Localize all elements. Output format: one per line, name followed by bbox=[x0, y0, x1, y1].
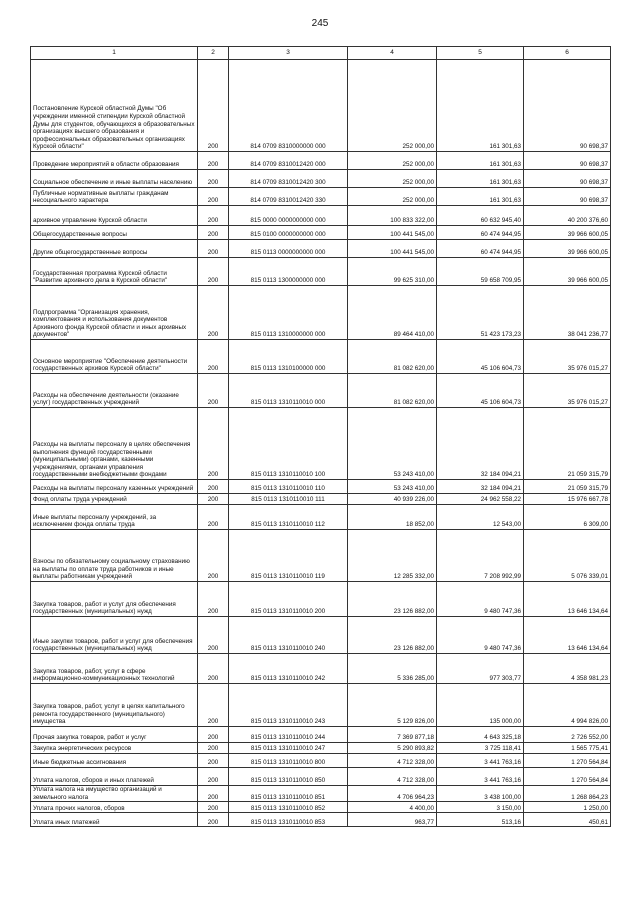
row-line-code: 200 bbox=[198, 408, 229, 480]
column-header-4: 4 bbox=[348, 47, 437, 60]
row-budget-code: 815 0113 1310110010 112 bbox=[229, 505, 348, 530]
row-name: Расходы на выплаты персоналу казенных учреждений bbox=[31, 480, 198, 494]
row-budget-code: 815 0113 1310110010 111 bbox=[229, 494, 348, 505]
row-line-code: 200 bbox=[198, 802, 229, 813]
row-budget-code: 815 0113 1300000000 000 bbox=[229, 258, 348, 286]
row-amount-col4: 23 126 882,00 bbox=[348, 582, 437, 617]
table-row bbox=[31, 684, 611, 727]
row-amount-col5: 9 480 747,36 bbox=[437, 617, 524, 654]
table-row bbox=[31, 226, 611, 240]
row-amount-col4: 252 000,00 bbox=[348, 60, 437, 152]
row-line-code: 200 bbox=[198, 170, 229, 188]
row-line-code: 200 bbox=[198, 60, 229, 152]
row-line-code: 200 bbox=[198, 226, 229, 240]
table-row bbox=[31, 152, 611, 170]
column-header-6: 6 bbox=[524, 47, 611, 60]
row-amount-col6: 21 059 315,79 bbox=[524, 408, 611, 480]
table-row bbox=[31, 60, 611, 152]
row-budget-code: 815 0113 1310110010 240 bbox=[229, 617, 348, 654]
row-amount-col4: 40 939 226,00 bbox=[348, 494, 437, 505]
row-amount-col5: 161 301,63 bbox=[437, 152, 524, 170]
table-row bbox=[31, 505, 611, 530]
row-amount-col6: 2 726 552,00 bbox=[524, 727, 611, 743]
row-budget-code: 815 0113 1310110010 100 bbox=[229, 408, 348, 480]
row-line-code: 200 bbox=[198, 494, 229, 505]
row-amount-col4: 4 712 328,00 bbox=[348, 768, 437, 786]
row-budget-code: 815 0113 1310110010 850 bbox=[229, 768, 348, 786]
row-line-code: 200 bbox=[198, 768, 229, 786]
row-line-code: 200 bbox=[198, 617, 229, 654]
table-row bbox=[31, 654, 611, 684]
row-amount-col6: 15 976 667,78 bbox=[524, 494, 611, 505]
row-amount-col5: 24 962 558,22 bbox=[437, 494, 524, 505]
row-line-code: 200 bbox=[198, 582, 229, 617]
row-budget-code: 814 0709 8310000000 000 bbox=[229, 60, 348, 152]
row-amount-col5: 3 441 763,16 bbox=[437, 754, 524, 768]
row-amount-col5: 51 423 173,23 bbox=[437, 286, 524, 340]
row-line-code: 200 bbox=[198, 654, 229, 684]
row-amount-col4: 12 285 332,00 bbox=[348, 530, 437, 582]
row-amount-col5: 3 725 118,41 bbox=[437, 743, 524, 754]
row-budget-code: 815 0113 1310110010 244 bbox=[229, 727, 348, 743]
row-amount-col5: 59 658 709,95 bbox=[437, 258, 524, 286]
column-header-2: 2 bbox=[198, 47, 229, 60]
row-budget-code: 815 0113 1310110010 853 bbox=[229, 813, 348, 827]
row-budget-code: 815 0113 1310110010 852 bbox=[229, 802, 348, 813]
row-amount-col4: 5 336 285,00 bbox=[348, 654, 437, 684]
row-name: Закупка товаров, работ, услуг в сфере информационно-коммуникационных технологий bbox=[31, 654, 198, 684]
row-amount-col6: 5 076 339,01 bbox=[524, 530, 611, 582]
table-row bbox=[31, 258, 611, 286]
row-amount-col6: 6 309,00 bbox=[524, 505, 611, 530]
row-name: Государственная программа Курской области "Развитие архивного дела в Курской области" bbox=[31, 258, 198, 286]
row-amount-col5: 32 184 094,21 bbox=[437, 480, 524, 494]
row-amount-col5: 135 000,00 bbox=[437, 684, 524, 727]
row-amount-col6: 13 646 134,64 bbox=[524, 582, 611, 617]
row-amount-col5: 3 438 100,00 bbox=[437, 786, 524, 802]
row-amount-col6: 90 698,37 bbox=[524, 60, 611, 152]
table-row bbox=[31, 374, 611, 408]
table-header-row bbox=[31, 47, 611, 60]
table-row bbox=[31, 188, 611, 206]
row-line-code: 200 bbox=[198, 684, 229, 727]
row-amount-col5: 60 474 944,95 bbox=[437, 226, 524, 240]
row-name: Иные выплаты персоналу учреждений, за исключением фонда оплаты труда bbox=[31, 505, 198, 530]
row-amount-col6: 1 268 864,23 bbox=[524, 786, 611, 802]
row-name: Уплата иных платежей bbox=[31, 813, 198, 827]
row-amount-col5: 161 301,63 bbox=[437, 60, 524, 152]
row-line-code: 200 bbox=[198, 786, 229, 802]
row-amount-col4: 100 441 545,00 bbox=[348, 226, 437, 240]
row-line-code: 200 bbox=[198, 480, 229, 494]
row-budget-code: 815 0113 1310110010 000 bbox=[229, 374, 348, 408]
row-amount-col5: 4 643 325,18 bbox=[437, 727, 524, 743]
row-amount-col5: 45 106 604,73 bbox=[437, 374, 524, 408]
row-line-code: 200 bbox=[198, 206, 229, 226]
row-name: Закупка энергетических ресурсов bbox=[31, 743, 198, 754]
row-name: Постановление Курской областной Думы "Об учреждении именной стипендии Курской областной Думы для студентов, обучающихся в образовательных организациях высшего образования и профессиональных образовательных организациях Курской области" bbox=[31, 60, 198, 152]
row-amount-col4: 4 400,00 bbox=[348, 802, 437, 813]
row-amount-col5: 161 301,63 bbox=[437, 170, 524, 188]
row-name: Подпрограмма "Организация хранения, комплектования и использования документов Архивного фонда Курской области и иных архивных документов" bbox=[31, 286, 198, 340]
row-name: Расходы на обеспечение деятельности (оказание услуг) государственных учреждений bbox=[31, 374, 198, 408]
row-line-code: 200 bbox=[198, 152, 229, 170]
table-row bbox=[31, 340, 611, 374]
row-amount-col6: 1 270 564,84 bbox=[524, 768, 611, 786]
row-name: Основное мероприятие "Обеспечение деятельности государственных архивов Курской области" bbox=[31, 340, 198, 374]
row-name: Уплата прочих налогов, сборов bbox=[31, 802, 198, 813]
row-amount-col6: 90 698,37 bbox=[524, 152, 611, 170]
row-budget-code: 814 0709 8310012420 300 bbox=[229, 170, 348, 188]
row-amount-col6: 1 250,00 bbox=[524, 802, 611, 813]
table-row bbox=[31, 727, 611, 743]
table-row bbox=[31, 582, 611, 617]
row-amount-col6: 21 059 315,79 bbox=[524, 480, 611, 494]
row-name: архивное управление Курской области bbox=[31, 206, 198, 226]
row-name: Иные закупки товаров, работ и услуг для обеспечения государственных (муниципальных) нужд bbox=[31, 617, 198, 654]
row-amount-col5: 3 441 763,16 bbox=[437, 768, 524, 786]
table-row bbox=[31, 768, 611, 786]
row-amount-col6: 90 698,37 bbox=[524, 188, 611, 206]
row-amount-col4: 7 369 877,18 bbox=[348, 727, 437, 743]
row-line-code: 200 bbox=[198, 240, 229, 258]
table-row bbox=[31, 802, 611, 813]
row-amount-col6: 4 358 981,23 bbox=[524, 654, 611, 684]
row-amount-col4: 100 833 322,00 bbox=[348, 206, 437, 226]
row-budget-code: 814 0709 8310012420 330 bbox=[229, 188, 348, 206]
column-header-1: 1 bbox=[31, 47, 198, 60]
row-amount-col6: 35 976 015,27 bbox=[524, 374, 611, 408]
row-line-code: 200 bbox=[198, 188, 229, 206]
row-amount-col4: 252 000,00 bbox=[348, 188, 437, 206]
row-budget-code: 815 0113 1310000000 000 bbox=[229, 286, 348, 340]
table-row bbox=[31, 617, 611, 654]
table-row bbox=[31, 530, 611, 582]
row-amount-col5: 12 543,00 bbox=[437, 505, 524, 530]
row-line-code: 200 bbox=[198, 340, 229, 374]
row-name: Расходы на выплаты персоналу в целях обеспечения выполнения функций государственными (муниципальными) органами, казенными учреждениями, органами управления государственными внебюджетными фондами bbox=[31, 408, 198, 480]
row-budget-code: 814 0709 8310012420 000 bbox=[229, 152, 348, 170]
row-amount-col6: 39 966 600,05 bbox=[524, 258, 611, 286]
row-name: Прочая закупка товаров, работ и услуг bbox=[31, 727, 198, 743]
row-amount-col6: 4 994 826,00 bbox=[524, 684, 611, 727]
row-name: Иные бюджетные ассигнования bbox=[31, 754, 198, 768]
table-row bbox=[31, 813, 611, 827]
table-row bbox=[31, 408, 611, 480]
row-amount-col4: 23 126 882,00 bbox=[348, 617, 437, 654]
row-name: Закупка товаров, работ, услуг в целях капитального ремонта государственного (муниципального) имущества bbox=[31, 684, 198, 727]
row-budget-code: 815 0113 1310110010 800 bbox=[229, 754, 348, 768]
row-budget-code: 815 0000 0000000000 000 bbox=[229, 206, 348, 226]
row-line-code: 200 bbox=[198, 754, 229, 768]
row-amount-col6: 38 041 236,77 bbox=[524, 286, 611, 340]
row-budget-code: 815 0113 1310110010 247 bbox=[229, 743, 348, 754]
row-line-code: 200 bbox=[198, 505, 229, 530]
row-name: Закупка товаров, работ и услуг для обеспечения государственных (муниципальных) нужд bbox=[31, 582, 198, 617]
row-budget-code: 815 0113 0000000000 000 bbox=[229, 240, 348, 258]
row-name: Фонд оплаты труда учреждений bbox=[31, 494, 198, 505]
row-amount-col4: 252 000,00 bbox=[348, 152, 437, 170]
row-name: Взносы по обязательному социальному страхованию на выплаты по оплате труда работников и иные выплаты работникам учреждений bbox=[31, 530, 198, 582]
row-amount-col5: 32 184 094,21 bbox=[437, 408, 524, 480]
column-header-5: 5 bbox=[437, 47, 524, 60]
row-amount-col6: 13 646 134,64 bbox=[524, 617, 611, 654]
table-row bbox=[31, 170, 611, 188]
row-budget-code: 815 0113 1310110010 110 bbox=[229, 480, 348, 494]
row-line-code: 200 bbox=[198, 813, 229, 827]
row-amount-col4: 4 706 964,23 bbox=[348, 786, 437, 802]
row-amount-col4: 4 712 328,00 bbox=[348, 754, 437, 768]
row-amount-col6: 1 565 775,41 bbox=[524, 743, 611, 754]
row-budget-code: 815 0113 1310110010 851 bbox=[229, 786, 348, 802]
row-amount-col5: 3 150,00 bbox=[437, 802, 524, 813]
table-row bbox=[31, 240, 611, 258]
row-amount-col4: 100 441 545,00 bbox=[348, 240, 437, 258]
row-name: Проведение мероприятий в области образования bbox=[31, 152, 198, 170]
row-amount-col6: 40 200 376,60 bbox=[524, 206, 611, 226]
row-amount-col4: 5 290 893,82 bbox=[348, 743, 437, 754]
row-line-code: 200 bbox=[198, 258, 229, 286]
table-row bbox=[31, 480, 611, 494]
row-amount-col4: 18 852,00 bbox=[348, 505, 437, 530]
page-number: 245 bbox=[311, 18, 329, 29]
row-budget-code: 815 0113 1310110010 200 bbox=[229, 582, 348, 617]
row-name: Публичные нормативные выплаты гражданам несоциального характера bbox=[31, 188, 198, 206]
row-amount-col5: 977 303,77 bbox=[437, 654, 524, 684]
row-name: Общегосударственные вопросы bbox=[31, 226, 198, 240]
row-amount-col5: 60 632 945,40 bbox=[437, 206, 524, 226]
row-amount-col4: 81 082 620,00 bbox=[348, 374, 437, 408]
row-budget-code: 815 0113 1310100000 000 bbox=[229, 340, 348, 374]
row-amount-col6: 450,61 bbox=[524, 813, 611, 827]
row-amount-col5: 45 106 604,73 bbox=[437, 340, 524, 374]
row-line-code: 200 bbox=[198, 374, 229, 408]
row-line-code: 200 bbox=[198, 727, 229, 743]
row-amount-col4: 81 082 620,00 bbox=[348, 340, 437, 374]
row-amount-col4: 5 129 826,00 bbox=[348, 684, 437, 727]
row-line-code: 200 bbox=[198, 286, 229, 340]
row-amount-col5: 60 474 944,95 bbox=[437, 240, 524, 258]
row-amount-col4: 53 243 410,00 bbox=[348, 480, 437, 494]
row-amount-col4: 963,77 bbox=[348, 813, 437, 827]
row-amount-col6: 39 966 600,05 bbox=[524, 240, 611, 258]
table-row bbox=[31, 286, 611, 340]
row-budget-code: 815 0113 1310110010 243 bbox=[229, 684, 348, 727]
row-amount-col5: 513,16 bbox=[437, 813, 524, 827]
row-name: Социальное обеспечение и иные выплаты населению bbox=[31, 170, 198, 188]
table-row bbox=[31, 206, 611, 226]
row-amount-col6: 39 966 600,05 bbox=[524, 226, 611, 240]
table-row bbox=[31, 743, 611, 754]
row-line-code: 200 bbox=[198, 530, 229, 582]
budget-table bbox=[30, 46, 611, 827]
table-row bbox=[31, 494, 611, 505]
table-row bbox=[31, 786, 611, 802]
row-amount-col6: 90 698,37 bbox=[524, 170, 611, 188]
row-name: Уплата налогов, сборов и иных платежей bbox=[31, 768, 198, 786]
row-budget-code: 815 0100 0000000000 000 bbox=[229, 226, 348, 240]
row-amount-col5: 161 301,63 bbox=[437, 188, 524, 206]
row-amount-col6: 1 270 564,84 bbox=[524, 754, 611, 768]
row-name: Другие общегосударственные вопросы bbox=[31, 240, 198, 258]
column-header-3: 3 bbox=[229, 47, 348, 60]
row-amount-col4: 89 464 410,00 bbox=[348, 286, 437, 340]
row-budget-code: 815 0113 1310110010 119 bbox=[229, 530, 348, 582]
table-row bbox=[31, 754, 611, 768]
row-line-code: 200 bbox=[198, 743, 229, 754]
row-amount-col4: 53 243 410,00 bbox=[348, 408, 437, 480]
row-amount-col4: 252 000,00 bbox=[348, 170, 437, 188]
row-amount-col4: 99 625 310,00 bbox=[348, 258, 437, 286]
row-budget-code: 815 0113 1310110010 242 bbox=[229, 654, 348, 684]
row-amount-col5: 7 208 992,99 bbox=[437, 530, 524, 582]
row-amount-col5: 9 480 747,36 bbox=[437, 582, 524, 617]
row-name: Уплата налога на имущество организаций и земельного налога bbox=[31, 786, 198, 802]
row-amount-col6: 35 976 015,27 bbox=[524, 340, 611, 374]
